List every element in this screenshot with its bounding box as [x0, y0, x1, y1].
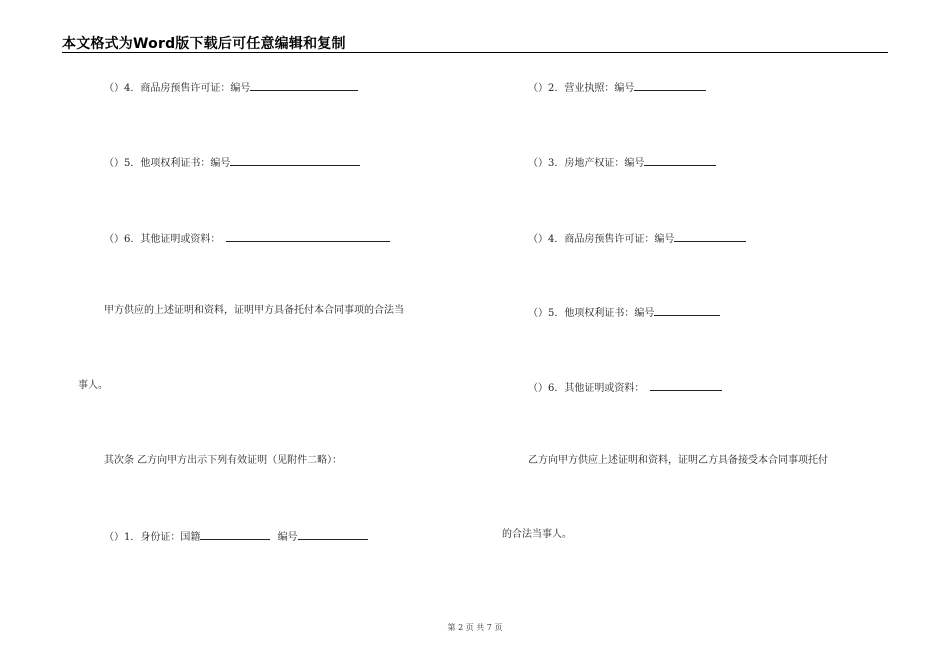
- page-number: 第 2 页 共 7 页: [447, 623, 503, 632]
- right-presale-permit-number-field[interactable]: [674, 230, 746, 242]
- right-item-business-license: [528, 79, 706, 96]
- right-paragraph-party-b-cont: 的合法当事人。: [502, 529, 572, 540]
- business-license-number-field[interactable]: [634, 79, 706, 91]
- header-divider: [62, 52, 888, 53]
- right-item-other-docs-label: （）6．其他证明或资料：: [528, 383, 645, 394]
- left-item-presale-permit: [104, 79, 358, 96]
- right-paragraph-party-b: 乙方向甲方供应上述证明和资料，证明乙方具备接受本合同事项托付: [528, 455, 828, 466]
- right-item-other-rights-cert-label: （）5．他项权利证书：编号: [528, 308, 655, 319]
- right-item-business-license-label: （）2．营业执照：编号: [528, 83, 635, 94]
- left-article-two-heading: 其次条 乙方向甲方出示下列有效证明（见附件二略）：: [104, 455, 343, 466]
- left-item-id-card-number-label: 编号: [277, 532, 298, 543]
- right-other-docs-field[interactable]: [650, 379, 722, 391]
- nationality-field[interactable]: [200, 528, 270, 540]
- id-number-field[interactable]: [298, 528, 368, 540]
- left-item-other-rights-cert-label: （）5．他项权利证书：编号: [104, 158, 231, 169]
- left-item-other-docs: [104, 230, 390, 247]
- left-paragraph-party-a-cont: 事人。: [78, 380, 108, 391]
- property-cert-number-field[interactable]: [644, 154, 716, 166]
- right-item-property-cert: [528, 154, 716, 171]
- presale-permit-number-field[interactable]: [250, 79, 358, 91]
- left-item-id-card: [104, 528, 368, 545]
- left-item-id-card-label: （）1．身份证：国籍: [104, 532, 201, 543]
- left-item-other-docs-label: （）6．其他证明或资料：: [104, 234, 221, 245]
- right-item-other-docs: [528, 379, 722, 396]
- left-item-presale-permit-label: （）4．商品房预售许可证：编号: [104, 83, 251, 94]
- left-paragraph-party-a: 甲方供应的上述证明和资料，证明甲方具备托付本合同事项的合法当: [104, 305, 404, 316]
- other-rights-cert-number-field[interactable]: [230, 154, 360, 166]
- other-docs-field[interactable]: [226, 230, 390, 242]
- right-item-other-rights-cert: [528, 304, 720, 321]
- document-header-title: 本文格式为Word版下载后可任意编辑和复制: [62, 36, 346, 52]
- right-other-rights-cert-number-field[interactable]: [654, 304, 720, 316]
- right-item-property-cert-label: （）3．房地产权证：编号: [528, 158, 645, 169]
- right-item-presale-permit-label: （）4．商品房预售许可证：编号: [528, 234, 675, 245]
- right-item-presale-permit: [528, 230, 746, 247]
- left-item-other-rights-cert: [104, 154, 360, 171]
